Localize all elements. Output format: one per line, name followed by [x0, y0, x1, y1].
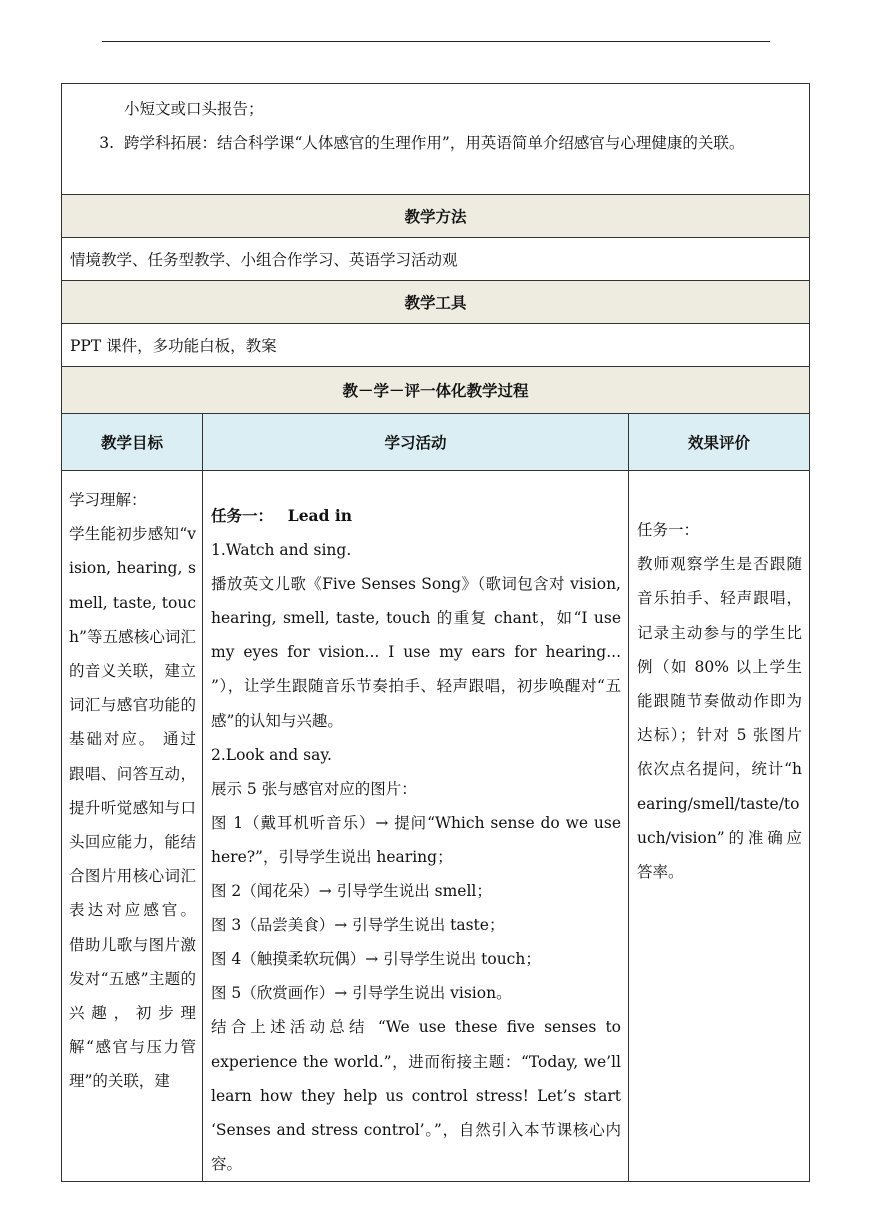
- methods-content-row: [62, 238, 810, 281]
- step-1-title: 1.Watch and sing.: [211, 541, 352, 560]
- tools-heading: 教学工具: [62, 281, 810, 324]
- picture-item: 图 5（欣赏画作）→ 引导学生说出 vision。: [211, 984, 512, 1003]
- methods-heading-row: [62, 195, 810, 238]
- step-2-title: 2.Look and say.: [211, 745, 332, 764]
- activity-cell: [203, 471, 629, 1182]
- objectives-cell: [62, 84, 810, 195]
- evaluation-cell: [629, 471, 810, 1182]
- goal-text: 学生能初步感知“vision, hearing, smell, taste, touch”等五感核心词汇的音义关联，建立词汇与感官功能的基础对应。 通过跟唱、问答互动，提升听觉感知与口头回应能力，能结合图片用核心词汇表达对应感官。 借助儿歌与图片激发对“五感”主题的兴趣，初步理解“感官与压力管理”的关联，建: [69, 525, 196, 1091]
- task-title: 任务一：: [211, 506, 274, 525]
- evaluation-task-title: 任务一：: [637, 521, 700, 539]
- goal-label: 学习理解：: [69, 491, 147, 509]
- picture-item: 图 2（闻花朵）→ 引导学生说出 smell；: [211, 882, 492, 901]
- process-row: [62, 471, 810, 1182]
- objectives-row: [62, 84, 810, 195]
- header-rule: [102, 41, 770, 42]
- evaluation-text: 教师观察学生是否跟随音乐拍手、轻声跟唱，记录主动参与的学生比例（如 80% 以上学生能跟随节奏做动作即为达标）；针对 5 张图片依次点名提问，统计“hearing/smell/taste/touch/vision”的准确应答率。: [637, 555, 803, 882]
- tools-heading-row: [62, 281, 810, 324]
- tools-content: PPT 课件，多功能白板，教案: [62, 324, 810, 367]
- column-header-row: [62, 414, 810, 471]
- task-name: Lead in: [287, 506, 352, 525]
- item-number: 3.: [99, 134, 114, 152]
- tools-content-row: [62, 324, 810, 367]
- objective-item-3: [72, 126, 799, 160]
- methods-heading: 教学方法: [62, 195, 810, 238]
- picture-item: 图 3（品尝美食）→ 引导学生说出 taste；: [211, 916, 505, 935]
- task-heading: [211, 499, 621, 533]
- objective-line: 小短文或口头报告；: [124, 100, 264, 118]
- column-header-activity: 学习活动: [203, 414, 629, 471]
- process-heading-row: [62, 367, 810, 414]
- column-header-evaluation: 效果评价: [629, 414, 810, 471]
- picture-item: 图 1（戴耳机听音乐）→ 提问“Which sense do we use here?”，引导学生说出 hearing；: [211, 813, 621, 866]
- column-header-goal: 教学目标: [62, 414, 203, 471]
- step-2-intro: 展示 5 张与感官对应的图片：: [211, 779, 417, 798]
- activity-summary: 结合上述活动总结 “We use these five senses to experience the world.”，进而衔接主题：“Today, we’ll learn how they help us control stress! Let’s start ‘Senses and stress control’。”，自然引入本节课核心内容。: [211, 1018, 621, 1173]
- step-1-text: 播放英文儿歌《Five Senses Song》（歌词包含对 vision, hearing, smell, taste, touch 的重复 chant，如“I use my eyes for vision... I use my ears for hearing... ”），让学生跟随音乐节奏拍手、轻声跟唱，初步唤醒对“五感”的认知与兴趣。: [211, 575, 621, 730]
- process-heading: 教－学－评一体化教学过程: [62, 367, 810, 414]
- item-text: 跨学科拓展：结合科学课“人体感官的生理作用”，用英语简单介绍感官与心理健康的关联。: [124, 134, 745, 152]
- goal-cell: [62, 471, 203, 1182]
- methods-content: 情境教学、任务型教学、小组合作学习、英语学习活动观: [62, 238, 810, 281]
- lesson-plan-table: [61, 83, 810, 1182]
- picture-item: 图 4（触摸柔软玩偶）→ 引导学生说出 touch；: [211, 950, 541, 969]
